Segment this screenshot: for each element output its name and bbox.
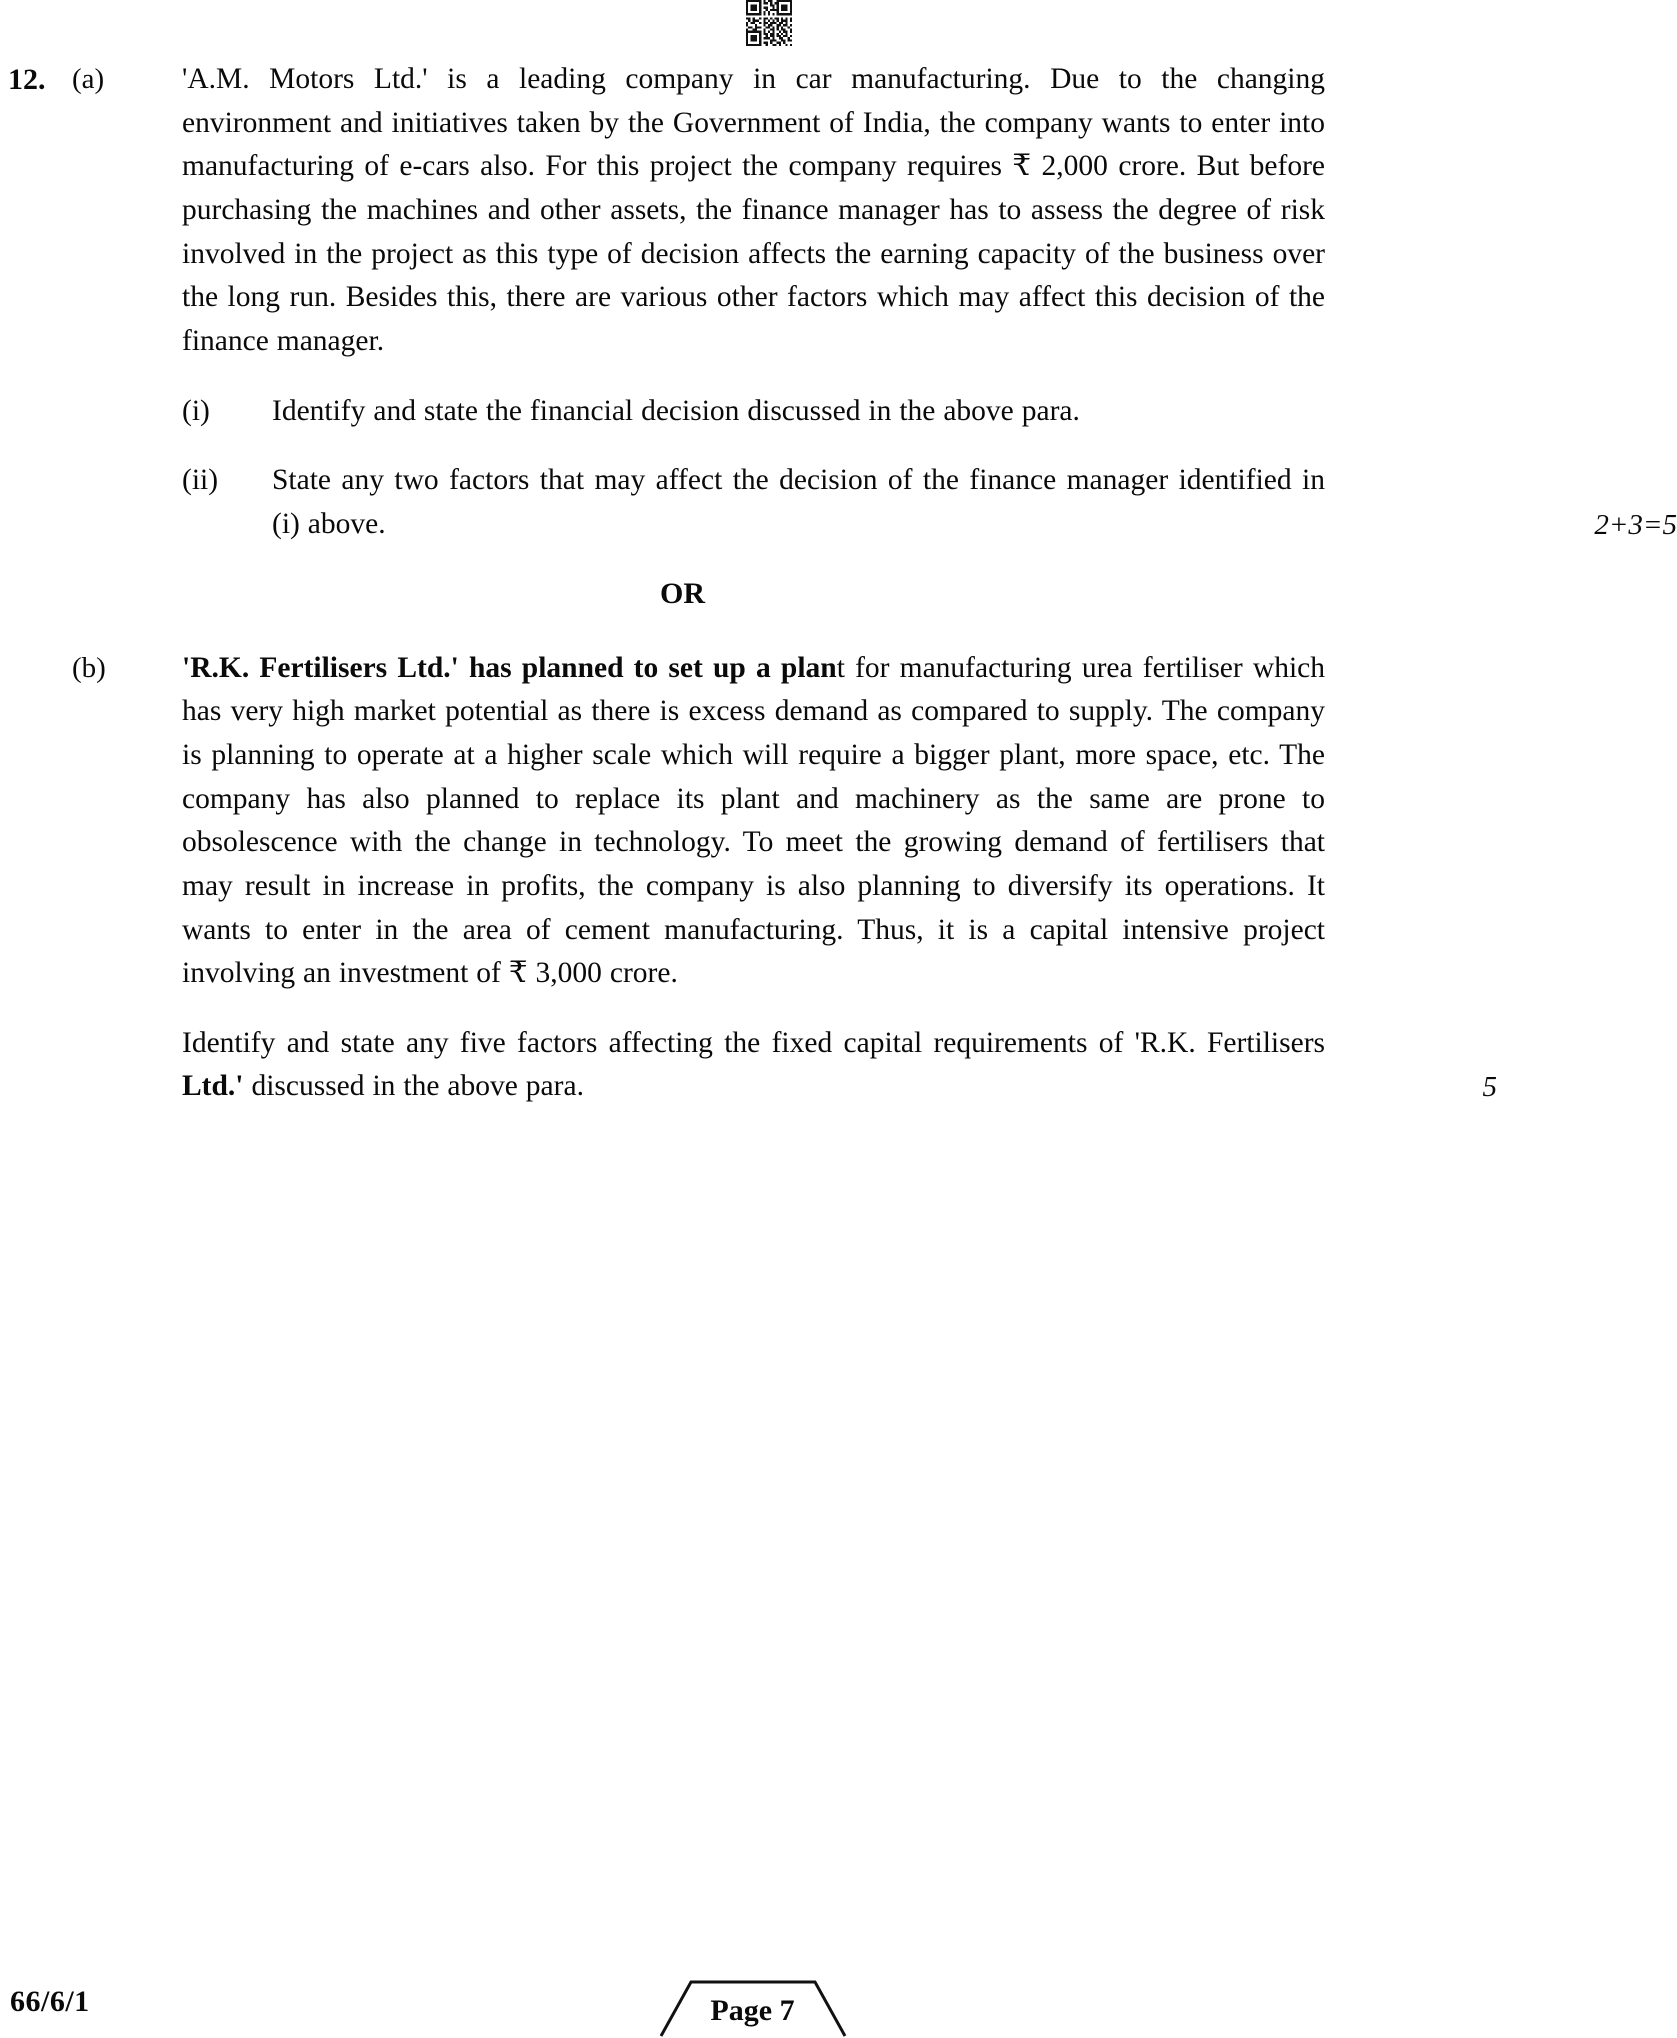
part-a-item-i-row [0,364,1505,434]
page-number-badge [653,1978,853,2038]
part-b-bold-lead: 'R.K. Fertilisers Ltd.' has planned to set up a plan [182,651,837,684]
list-item [182,459,1677,546]
marks-allocation-b: 5 [1482,1071,1497,1104]
item-text-ii-wrap [272,459,1677,546]
part-a-item-ii-wrap [182,433,1677,546]
part-b-body [182,647,1505,1110]
part-a-body [182,58,1505,364]
part-b-question-wrap [182,1022,1497,1109]
question-12-part-a [0,58,1505,364]
paper-code: 66/6/1 [10,1985,90,2018]
part-label-a: (a) [72,63,105,95]
part-b-question-lead: Identify and state any five factors affecting the fixed capital requirements of [182,1026,1135,1059]
part-label-b: (b) [72,651,106,684]
part-b-rest: t for manufacturing urea fertiliser which has very high market potential as there is excess demand as compared to supply. The company is planning to operate at a higher scale which will require a bigger plant, more space, etc. The company has also planned to replace its plant and machinery as the same are prone to obsolescence with the change in technology. To meet the growing demand of fertilisers that may result in increase in profits, the company is also planning to diversify its operations. It wants to enter in the area of cement manufacturing. Thus, it is a capital intensive project involving an investment of ₹ 3,000 crore. [182,651,1325,990]
part-b-company-name: 'R.K. Fertilisers [1134,1026,1326,1059]
qr-code-icon [737,0,801,46]
part-a-paragraph: 'A.M. Motors Ltd.' is a leading company in car manufacturing. Due to the changing environment and initiatives taken by the Government of India, the company wants to enter into manufacturing of e-cars also. For this project the company requires ₹ 2,000 crore. But before purchasing the machines and other assets, the finance manager has to assess the degree of risk involved in the project as this type of decision affects the earning capacity of the business over the long run. Besides this, there are various other factors which may affect this decision of the finance manager. [182,63,1325,357]
part-b-question [182,1022,1325,1109]
question-number: 12. [8,63,46,96]
item-numeral-i: (i) [182,394,210,427]
item-text-i-wrap [272,390,1505,434]
part-b-company-ltd: Ltd.' [182,1070,244,1103]
item-text-ii: State any two factors that may affect the decision of the finance manager identified in (i) above. [272,464,1325,540]
question-12-part-b [0,647,1505,1110]
part-a-item-i-wrap [182,364,1505,434]
part-b-question-tail: discussed in the above para. [243,1070,584,1103]
or-separator: OR [660,576,705,610]
page-number-label: Page 7 [710,1994,795,2027]
list-item [182,390,1505,434]
question-page [0,58,1677,1109]
part-b-paragraph [182,647,1325,996]
item-text-i: Identify and state the financial decision discussed in the above para. [272,394,1080,427]
part-a-item-ii-row [0,433,1677,546]
marks-allocation-a: 2+3=5 [1594,508,1677,541]
item-numeral-ii: (ii) [182,464,219,497]
